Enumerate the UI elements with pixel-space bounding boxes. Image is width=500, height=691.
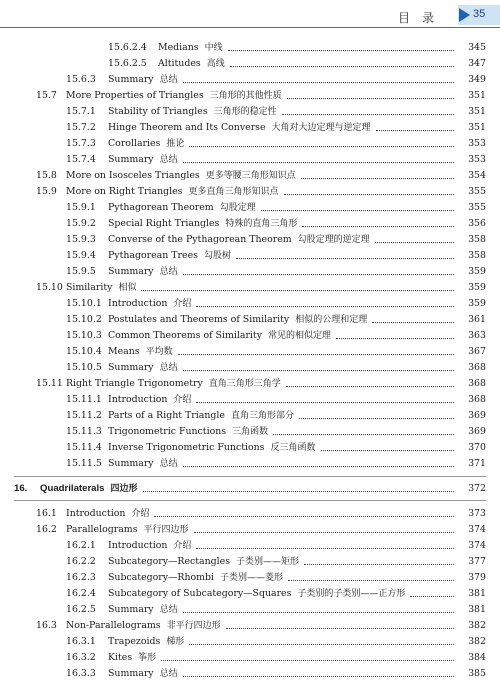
page-ref: 358: [468, 250, 486, 261]
page-ref: 359: [468, 266, 486, 277]
toc-entry-row[interactable]: [0, 88, 500, 104]
section-title: [108, 136, 184, 152]
section-title-en: Means: [108, 346, 140, 357]
triangle-arrow-icon: [459, 8, 470, 22]
toc-entry-row[interactable]: [0, 264, 500, 280]
section-title: [108, 104, 277, 120]
toc-entry-row[interactable]: [0, 72, 500, 88]
section-number: 16.3: [36, 620, 57, 631]
section-title-zh: 非平行四边形: [166, 621, 221, 631]
dot-leader: [236, 248, 454, 264]
section-title: [66, 168, 296, 184]
section-title: [66, 376, 281, 392]
section-title-en: Postulates and Theorems of Similarity: [108, 314, 290, 325]
section-title-zh: 介绍: [173, 395, 192, 405]
page-number: 35: [473, 8, 486, 20]
section-title-zh: 反三角函数: [270, 443, 316, 453]
dot-leader: [194, 522, 454, 538]
section-number: 16.2.1: [66, 540, 96, 551]
section-title-zh: 子类别——矩形: [236, 557, 300, 567]
section-title-zh: 三角形的稳定性: [213, 107, 277, 117]
toc-entry-row[interactable]: [0, 538, 500, 554]
section-title: [108, 408, 294, 424]
section-number: 15.11.4: [66, 442, 102, 453]
dot-leader: [273, 424, 454, 440]
section-number: 15.11.3: [66, 426, 102, 437]
section-title: [66, 184, 279, 200]
toc-entry-row[interactable]: [0, 40, 500, 56]
section-title-en: Summary: [108, 362, 154, 373]
toc-entry-row[interactable]: [0, 440, 500, 456]
section-title-zh: 中线: [204, 43, 223, 53]
dot-leader: [228, 40, 454, 56]
toc-entry-row[interactable]: [0, 392, 500, 408]
page-ref: 361: [468, 314, 486, 325]
toc-entry-row[interactable]: [0, 602, 500, 618]
section-number: 15.11: [36, 378, 63, 389]
section-title-zh: 三角函数: [232, 427, 269, 437]
toc-entry-row[interactable]: [0, 296, 500, 312]
section-title-zh: 相似: [118, 283, 137, 293]
section-title-en: Subcategory—Rhombi: [108, 572, 215, 583]
page-ref: 384: [468, 652, 486, 663]
toc-entry-row[interactable]: [0, 104, 500, 120]
section-title: [66, 506, 149, 522]
section-title-zh: 总结: [159, 459, 178, 469]
toc-entry-row[interactable]: [0, 312, 500, 328]
section-number: 15.9.5: [66, 266, 96, 277]
section-title: [66, 88, 282, 104]
section-title: [66, 618, 221, 634]
page-ref: 358: [468, 234, 486, 245]
page-ref: 370: [468, 442, 486, 453]
section-title-en: Pythagorean Theorem: [108, 202, 214, 213]
section-title-zh: 总结: [159, 155, 178, 165]
toc-entry-row[interactable]: [0, 424, 500, 440]
section-title-zh: 总结: [159, 267, 178, 277]
chapter-divider: [14, 476, 486, 477]
section-title-zh: 梯形: [166, 637, 185, 647]
section-title-en: Summary: [108, 668, 154, 679]
section-title-zh: 三角形的其他性质: [209, 91, 282, 101]
dot-leader: [189, 634, 454, 650]
toc-entry-row[interactable]: [0, 376, 500, 392]
page-ref: 377: [468, 556, 486, 567]
section-title-en: Inverse Trigonometric Functions: [108, 442, 265, 453]
dot-leader: [226, 618, 454, 634]
dot-leader: [183, 264, 454, 280]
section-title-zh: 子类别的子类别——正方形: [297, 589, 406, 599]
toc-entry-row[interactable]: [0, 456, 500, 472]
section-number: 15.10.3: [66, 330, 102, 341]
section-title-zh: 总结: [159, 363, 178, 373]
section-number: 15.7.1: [66, 106, 96, 117]
section-title-zh: 大角对大边定理与逆定理: [271, 123, 371, 133]
section-title-zh: 总结: [159, 669, 178, 679]
toc-entry-row[interactable]: [0, 216, 500, 232]
section-number: 15.7.4: [66, 154, 96, 165]
section-title-zh: 总结: [159, 605, 178, 615]
section-title: [108, 634, 184, 650]
toc-entry-row[interactable]: [0, 666, 500, 682]
dot-leader: [321, 440, 454, 456]
section-number: 15.10: [36, 282, 63, 293]
section-title: [108, 344, 173, 360]
page-ref: 381: [468, 588, 486, 599]
dot-leader: [161, 650, 454, 666]
dot-leader: [196, 392, 454, 408]
section-title: [158, 56, 225, 72]
section-title-en: Introduction: [66, 508, 126, 519]
section-number: 15.10.2: [66, 314, 102, 325]
toc-entry-row[interactable]: [0, 168, 500, 184]
dot-leader: [372, 312, 454, 328]
section-title-en: Introduction: [108, 394, 168, 405]
section-title-en: Summary: [108, 604, 154, 615]
section-number: 16.3.1: [66, 636, 96, 647]
toc-entry-row[interactable]: [0, 152, 500, 168]
section-title: [108, 586, 405, 602]
section-title-zh: 直角三角形部分: [230, 411, 294, 421]
section-title-en: Stability of Triangles: [108, 106, 208, 117]
dot-leader: [304, 554, 454, 570]
section-title: [40, 481, 138, 497]
dot-leader: [196, 296, 454, 312]
section-number: 16.2.3: [66, 572, 96, 583]
header-title: 目录: [398, 11, 447, 25]
toc-entry-row[interactable]: [0, 570, 500, 586]
page-ref: 369: [468, 426, 486, 437]
section-number: 16.2: [36, 524, 57, 535]
page-ref: 368: [468, 362, 486, 373]
toc-entry-row[interactable]: [0, 328, 500, 344]
section-title-en: Non-Parallelograms: [66, 620, 161, 631]
toc-entry-row[interactable]: [0, 136, 500, 152]
toc-entry-row[interactable]: [0, 618, 500, 634]
header-divider: [0, 27, 500, 28]
section-title-en: Pythagorean Trees: [108, 250, 198, 261]
toc-entry-row[interactable]: [0, 344, 500, 360]
section-title-en: Corollaries: [108, 138, 161, 149]
section-title: [108, 72, 178, 88]
page-ref: 381: [468, 604, 486, 615]
page-ref: 354: [468, 170, 486, 181]
section-number: 16.2.5: [66, 604, 96, 615]
section-number: 15.6.2.4: [108, 42, 147, 53]
dot-leader: [288, 570, 454, 586]
dot-leader: [284, 184, 454, 200]
section-number: 16.: [14, 483, 28, 494]
section-number: 15.10.4: [66, 346, 102, 357]
section-title-zh: 勾股树: [203, 251, 231, 261]
toc-entry-row[interactable]: [0, 506, 500, 522]
section-title-en: Subcategory of Subcategory—Squares: [108, 588, 292, 599]
page-ref: 347: [468, 58, 486, 69]
toc-entry-row[interactable]: [0, 360, 500, 376]
section-title: [108, 216, 297, 232]
page-ref: 385: [468, 668, 486, 679]
chapter-divider: [14, 500, 486, 501]
section-title-en: Medians: [158, 42, 199, 53]
section-title-en: Introduction: [108, 298, 168, 309]
toc-entry-row[interactable]: [0, 184, 500, 200]
dot-leader: [178, 344, 454, 360]
section-title-en: Summary: [108, 458, 154, 469]
section-title: [108, 424, 268, 440]
section-title: [108, 264, 178, 280]
section-number: 15.9.1: [66, 202, 96, 213]
section-title-en: Hinge Theorem and Its Converse: [108, 122, 266, 133]
section-title: [108, 666, 178, 682]
toc-chapter-row[interactable]: [0, 481, 500, 497]
section-title: [66, 280, 136, 296]
section-title-en: Quadrilaterals: [40, 483, 105, 494]
dot-leader: [141, 280, 454, 296]
page-ref: 356: [468, 218, 486, 229]
dot-leader: [196, 538, 454, 554]
page-header: [0, 0, 500, 30]
section-title: [108, 120, 371, 136]
section-title-en: Introduction: [108, 540, 168, 551]
section-number: 15.10.1: [66, 298, 102, 309]
section-title: [108, 152, 178, 168]
section-title: [108, 456, 178, 472]
section-title: [108, 440, 316, 456]
section-title-en: Trigonometric Functions: [108, 426, 227, 437]
dot-leader: [154, 506, 454, 522]
section-number: 15.8: [36, 170, 57, 181]
page-ref: 359: [468, 298, 486, 309]
dot-leader: [299, 408, 454, 424]
section-title-en: Subcategory—Rectangles: [108, 556, 231, 567]
section-number: 16.1: [36, 508, 57, 519]
page-number-tab: [458, 5, 500, 25]
section-title-zh: 平行四边形: [143, 525, 189, 535]
dot-leader: [183, 666, 454, 682]
section-title-zh: 勾股定理: [219, 203, 256, 213]
dot-leader: [183, 360, 454, 376]
section-title: [108, 650, 156, 666]
section-number: 16.3.2: [66, 652, 96, 663]
section-title-zh: 介绍: [173, 541, 192, 551]
section-title-zh: 相似的公理和定理: [295, 315, 368, 325]
page-ref: 368: [468, 378, 486, 389]
dot-leader: [261, 200, 454, 216]
page-ref: 379: [468, 572, 486, 583]
dot-leader: [143, 481, 454, 497]
dot-leader: [183, 456, 454, 472]
toc-entry-row[interactable]: [0, 586, 500, 602]
dot-leader: [375, 232, 454, 248]
toc-entry-row[interactable]: [0, 280, 500, 296]
page-ref: 368: [468, 394, 486, 405]
section-title-zh: 高线: [206, 59, 225, 69]
section-title-zh: 勾股定理的逆定理: [297, 235, 370, 245]
section-title: [108, 392, 191, 408]
section-title-en: Right Triangle Trigonometry: [66, 378, 203, 389]
section-title-en: Summary: [108, 266, 154, 277]
section-number: 15.11.2: [66, 410, 102, 421]
section-title: [108, 360, 178, 376]
section-number: 15.7: [36, 90, 57, 101]
section-number: 15.11.5: [66, 458, 102, 469]
dot-leader: [183, 72, 454, 88]
section-number: 15.9.2: [66, 218, 96, 229]
toc-entry-row[interactable]: [0, 650, 500, 666]
page-ref: 382: [468, 620, 486, 631]
dot-leader: [287, 88, 454, 104]
page-ref: 372: [468, 483, 486, 494]
section-title-en: Parallelograms: [66, 524, 138, 535]
section-title-en: Summary: [108, 74, 154, 85]
page-ref: 369: [468, 410, 486, 421]
dot-leader: [302, 216, 454, 232]
section-title-en: Parts of a Right Triangle: [108, 410, 225, 421]
toc-entry-row[interactable]: [0, 408, 500, 424]
dot-leader: [183, 602, 454, 618]
section-title-en: More on Right Triangles: [66, 186, 183, 197]
section-title: [108, 312, 367, 328]
toc-entry-row[interactable]: [0, 634, 500, 650]
section-title-en: Trapezoids: [108, 636, 161, 647]
section-number: 16.2.2: [66, 556, 96, 567]
section-number: 15.11.1: [66, 394, 102, 405]
section-number: 15.7.3: [66, 138, 96, 149]
section-title-zh: 子类别——菱形: [220, 573, 284, 583]
section-title-en: Kites: [108, 652, 133, 663]
section-number: 15.7.2: [66, 122, 96, 133]
page-ref: 373: [468, 508, 486, 519]
dot-leader: [301, 168, 454, 184]
section-number: 15.10.5: [66, 362, 102, 373]
section-title: [108, 602, 178, 618]
section-title-zh: 更多直角三角形知识点: [188, 187, 279, 197]
page-ref: 382: [468, 636, 486, 647]
section-title-zh: 介绍: [131, 509, 150, 519]
toc-entry-row[interactable]: [0, 120, 500, 136]
section-title-zh: 总结: [159, 75, 178, 85]
section-title-zh: 平均数: [145, 347, 173, 357]
page-ref: 374: [468, 524, 486, 535]
dot-leader: [282, 104, 454, 120]
toc-entry-row[interactable]: [0, 200, 500, 216]
section-title-zh: 四边形: [110, 484, 138, 494]
section-title: [66, 522, 189, 538]
section-title-en: More on Isosceles Triangles: [66, 170, 200, 181]
page-ref: 371: [468, 458, 486, 469]
section-number: 15.9.4: [66, 250, 96, 261]
section-title: [108, 554, 299, 570]
page-ref: 355: [468, 202, 486, 213]
section-title: [108, 200, 256, 216]
section-number: 15.6.3: [66, 74, 96, 85]
section-title: [158, 40, 223, 56]
page-ref: 367: [468, 346, 486, 357]
dot-leader: [230, 56, 454, 72]
section-title-en: Altitudes: [158, 58, 201, 69]
page-ref: 349: [468, 74, 486, 85]
dot-leader: [376, 120, 454, 136]
section-title-zh: 介绍: [173, 299, 192, 309]
section-title: [108, 538, 191, 554]
page-ref: 355: [468, 186, 486, 197]
dot-leader: [410, 586, 454, 602]
section-title-en: Similarity: [66, 282, 113, 293]
page-ref: 351: [468, 106, 486, 117]
section-title-zh: 特殊的直角三角形: [225, 219, 298, 229]
page-ref: 351: [468, 122, 486, 133]
toc-entry-row[interactable]: [0, 56, 500, 72]
section-title-zh: 筝形: [138, 653, 157, 663]
section-title-zh: 更多等腰三角形知识点: [205, 171, 296, 181]
page-ref: 363: [468, 330, 486, 341]
page-ref: 345: [468, 42, 486, 53]
dot-leader: [286, 376, 454, 392]
section-number: 15.9: [36, 186, 57, 197]
page-ref: 353: [468, 154, 486, 165]
section-title-en: Common Theorems of Similarity: [108, 330, 262, 341]
page-ref: 359: [468, 282, 486, 293]
section-title-en: Converse of the Pythagorean Theorem: [108, 234, 292, 245]
section-title-en: Summary: [108, 154, 154, 165]
page-ref: 374: [468, 540, 486, 551]
section-number: 16.3.3: [66, 668, 96, 679]
dot-leader: [189, 136, 454, 152]
dot-leader: [336, 328, 454, 344]
section-title-en: More Properties of Triangles: [66, 90, 204, 101]
section-title: [108, 570, 283, 586]
section-title: [108, 232, 370, 248]
section-number: 15.6.2.5: [108, 58, 147, 69]
section-title: [108, 248, 231, 264]
toc-entry-row[interactable]: [0, 248, 500, 264]
toc-entry-row[interactable]: [0, 554, 500, 570]
section-title-zh: 直角三角形三角学: [208, 379, 281, 389]
dot-leader: [183, 152, 454, 168]
toc-entry-row[interactable]: [0, 522, 500, 538]
page-ref: 351: [468, 90, 486, 101]
page-ref: 353: [468, 138, 486, 149]
section-title-zh: 推论: [166, 139, 185, 149]
section-title-en: Special Right Triangles: [108, 218, 220, 229]
toc-entry-row[interactable]: [0, 232, 500, 248]
section-number: 16.2.4: [66, 588, 96, 599]
section-title: [108, 328, 331, 344]
section-title: [108, 296, 191, 312]
section-title-zh: 常见的相似定理: [268, 331, 332, 341]
section-number: 15.9.3: [66, 234, 96, 245]
